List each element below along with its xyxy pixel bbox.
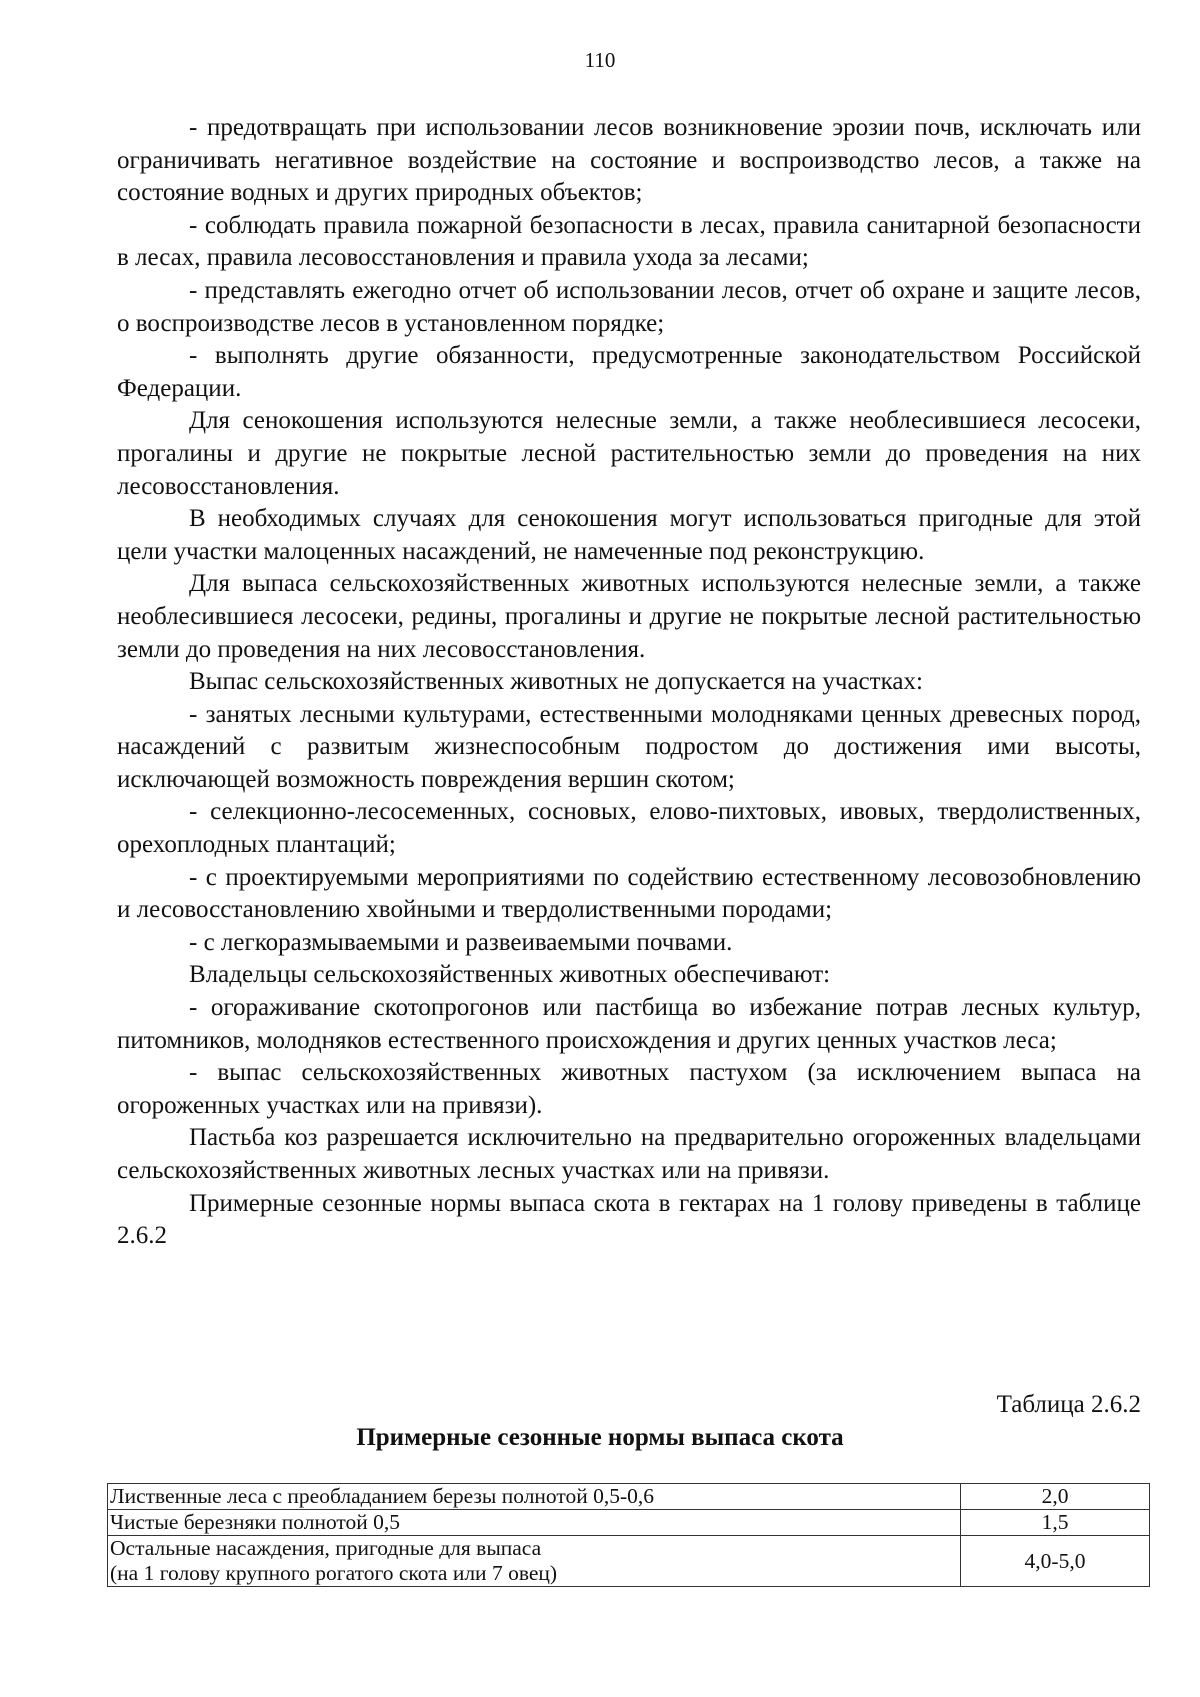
paragraph: - с легкоразмываемыми и развеиваемыми почвами. [189, 928, 733, 956]
paragraph: - выполнять другие обязанности, предусмотренные законодательством Российской Федерации. [117, 342, 1141, 402]
paragraph: - представлять ежегодно отчет об использовании лесов, отчет об охране и защите лесов, о воспроизводстве лесов в установленном порядке; [117, 276, 1141, 337]
table-row [108, 1484, 1150, 1510]
paragraph: - соблюдать правила пожарной безопасности в лесах, правила санитарной безопасности в лесах, правила лесовосстановления и правила ухода за лесами; [117, 211, 1141, 272]
paragraph: Пастьба коз разрешается исключительно на предварительно огороженных владельцами сельскохозяйственных животных лесных участках или на привязи. [117, 1124, 1141, 1184]
table-cell-value: 1,5 [961, 1510, 1150, 1536]
table-caption: Таблица 2.6.2 [996, 1391, 1141, 1418]
paragraph: - выпас сельскохозяйственных животных пастухом (за исключением выпаса на огороженных участках или на привязи). [117, 1059, 1141, 1119]
paragraph: Для сенокошения используются нелесные земли, а также необлесившиеся лесосеки, прогалины и другие не покрытые лесной растительностью земли до проведения на них лесовосстановления. [117, 407, 1141, 500]
paragraph: - селекционно-лесосеменных, сосновых, елово-пихтовых, ивовых, твердолиственных, орехоплодных плантаций; [117, 798, 1141, 859]
table-cell-value: 2,0 [961, 1484, 1150, 1510]
paragraph: - занятых лесными культурами, естественными молодняками ценных древесных пород, насаждений с развитым жизнеспособным подростом до достижения ими высоты, исключающей возможность повреждения вершин скотом; [117, 700, 1141, 793]
table-row [108, 1536, 1150, 1587]
table-cell-label [108, 1536, 961, 1587]
page-number: 110 [584, 48, 616, 72]
cell-text: Лиственные леса с преобладанием березы полнотой 0,5-0,6 [110, 1484, 655, 1508]
table-title: Примерные сезонные нормы выпаса скота [356, 1424, 844, 1451]
table-cell-value: 4,0-5,0 [961, 1536, 1150, 1587]
table-cell-label [108, 1484, 961, 1510]
paragraph: - огораживание скотопрогонов или пастбища во избежание потрав лесных культур, питомников, молодняков естественного происхождения и других ценных участков леса; [117, 994, 1141, 1054]
paragraph: - предотвращать при использовании лесов возникновение эрозии почв, исключать или ограничивать негативное воздействие на состояние и воспроизводство лесов, а также на состояние водных и других природных объектов; [117, 114, 1141, 207]
paragraph: Для выпаса сельскохозяйственных животных используются нелесные земли, а также необлесившиеся лесосеки, редины, прогалины и другие не покрытые лесной растительностью земли до проведения на них лесовосстановления. [117, 570, 1141, 663]
table-cell-label [108, 1510, 961, 1536]
body-text [117, 112, 1141, 1253]
table-row [108, 1510, 1150, 1536]
paragraph: В необходимых случаях для сенокошения могут использоваться пригодные для этой цели участки малоценных насаждений, не намеченные под реконструкцию. [117, 505, 1141, 565]
grazing-norms-table [107, 1483, 1150, 1587]
paragraph: Выпас сельскохозяйственных животных не допускается на участках: [189, 668, 923, 696]
paragraph: Примерные сезонные нормы выпаса скота в гектарах на 1 голову приведены в таблице 2.6.2 [117, 1189, 1141, 1250]
paragraph: - с проектируемыми мероприятиями по содействию естественному лесовозобновлению и лесовосстановлению хвойными и твердолиственными породами; [117, 863, 1141, 924]
cell-text: Чистые березняки полнотой 0,5 [110, 1510, 401, 1534]
cell-text: Остальные насаждения, пригодные для выпаса [110, 1536, 542, 1560]
paragraph: Владельцы сельскохозяйственных животных обеспечивают: [189, 961, 831, 989]
cell-text: (на 1 голову крупного рогатого скота или 7 овец) [110, 1561, 558, 1585]
